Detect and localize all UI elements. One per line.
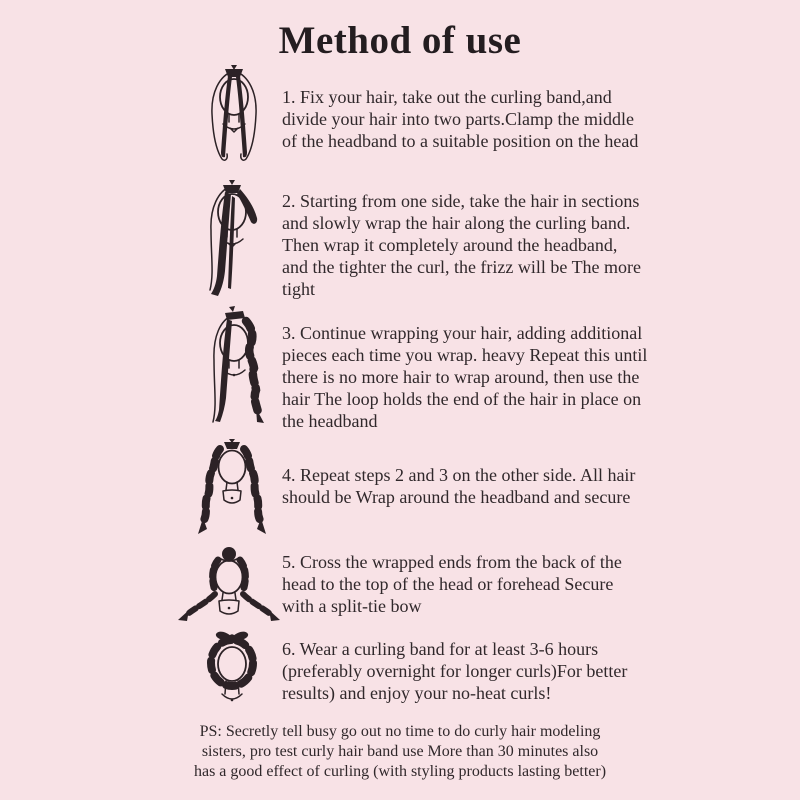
step-3-text: 3. Continue wrapping your hair, adding additional pieces each time you wrap. heavy Repeat this until there is no more hair to wrap around, then use the hair The loop holds the end of the hair in place on the headband	[282, 323, 648, 431]
step-2-text: 2. Starting from one side, take the hair in sections and slowly wrap the hair along the curling band. Then wrap it completely around the headband, and the tighter the curl, the frizz will be The more tight	[282, 191, 642, 299]
page-title: Method of use	[278, 19, 522, 62]
step-5-text: 5. Cross the wrapped ends from the back of the head to the top of the head or forehead Secure with a split-tie bow	[282, 552, 622, 616]
step-1-illustration-icon	[200, 62, 268, 170]
step-3-illustration-icon	[196, 302, 272, 428]
step-6-text: 6. Wear a curling band for at least 3-6 hours (preferably overnight for longer curls)For better results) and enjoy your no-heat curls!	[282, 639, 628, 703]
ps-note: PS: Secretly tell busy go out no time to do curly hair modeling sisters, pro test curly hair band use More than 30 minutes also has a good effect of curling (with styling products lasting better)	[193, 723, 607, 780]
step-5-illustration-icon	[176, 545, 282, 627]
step-4-illustration-icon	[190, 438, 274, 538]
step-1-text: 1. Fix your hair, take out the curling band,and divide your hair into two parts.Clamp the middle of the headband to a suitable position on the head	[282, 87, 639, 151]
step-2-illustration-icon	[196, 176, 268, 298]
step-6-illustration-icon	[192, 630, 272, 714]
step-4-text: 4. Repeat steps 2 and 3 on the other side. All hair should be Wrap around the headband and secure	[282, 465, 636, 507]
